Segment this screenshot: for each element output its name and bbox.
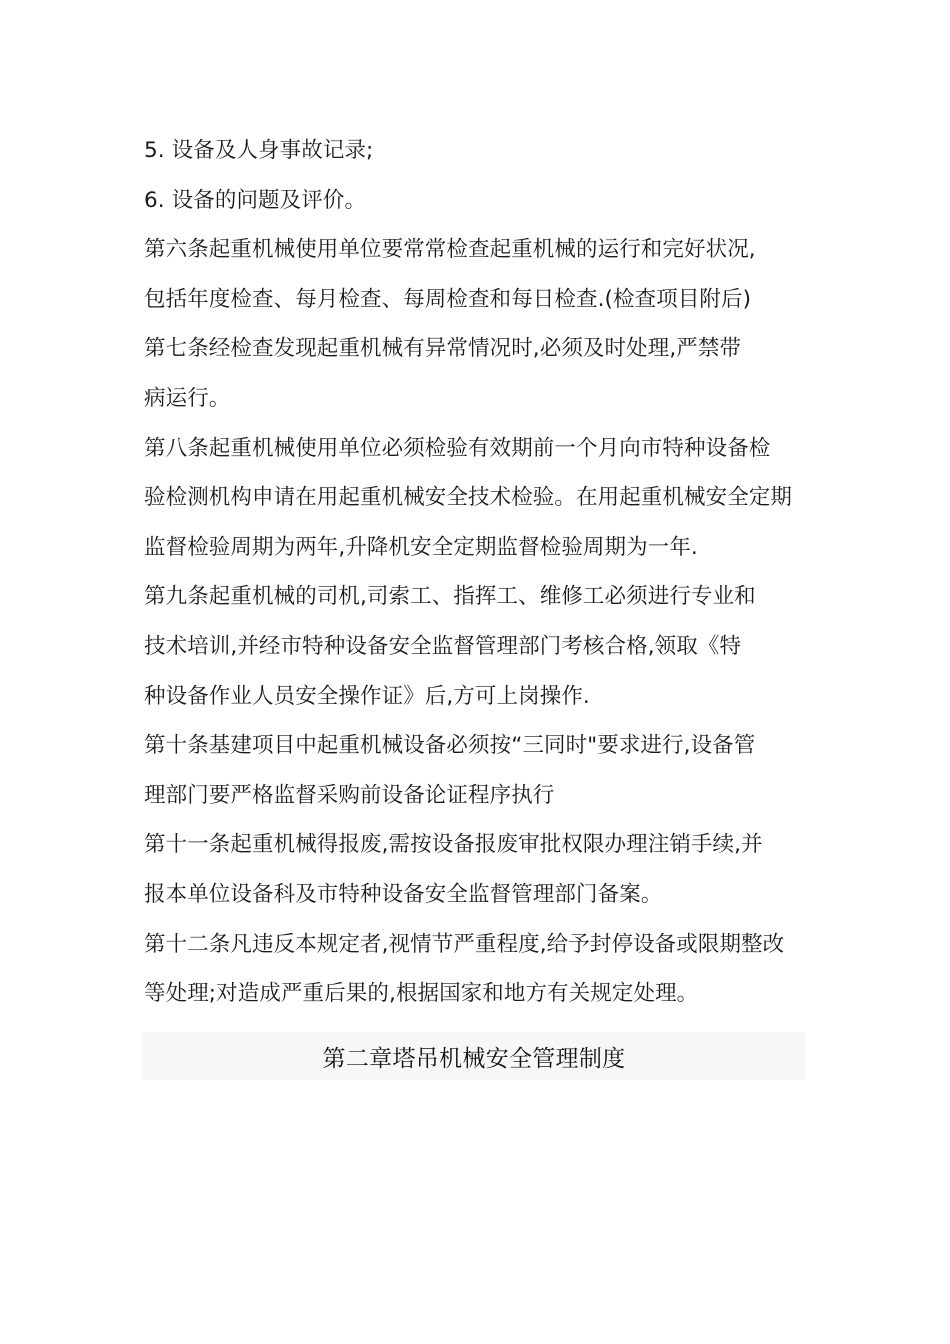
text-line: 包括年度检查、每月检查、每周检查和每日检查.(检查项目附后) [144,286,752,312]
chapter-heading: 第二章塔吊机械安全管理制度 [322,1045,626,1072]
text-line: 监督检验周期为两年,升降机安全定期监督检验周期为一年. [144,534,698,560]
text-line: 6. 设备的问题及评价。 [144,187,367,213]
chapter-heading-block [142,1032,806,1080]
text-line: 验检测机构申请在用起重机械安全技术检验。在用起重机械安全定期 [144,485,793,511]
text-line: 理部门要严格监督采购前设备论证程序执行 [144,782,555,808]
text-line: 第十一条起重机械得报废,需按设备报废审批权限办理注销手续,并 [144,832,763,858]
text-line: 第八条起重机械使用单位必须检验有效期前一个月向市特种设备检 [144,435,771,461]
text-line: 第九条起重机械的司机,司索工、指挥工、维修工必须进行专业和 [144,584,756,610]
text-line: 报本单位设备科及市特种设备安全监督管理部门备案。 [144,881,663,907]
body-text [144,126,809,1019]
text-line: 第六条起重机械使用单位要常常检查起重机械的运行和完好状况, [144,237,756,263]
text-line: 技术培训,并经市特种设备安全监督管理部门考核合格,领取《特 [144,633,742,659]
text-line: 第七条经检查发现起重机械有异常情况时,必须及时处理,严禁带 [144,336,742,362]
text-line: 第十二条凡违反本规定者,视情节严重程度,给予封停设备或限期整改 [144,931,785,957]
text-line: 种设备作业人员安全操作证》后,方可上岗操作. [144,683,590,709]
text-line: 等处理;对造成严重后果的,根据国家和地方有关规定处理。 [144,981,699,1007]
text-line: 第十条基建项目中起重机械设备必须按“三同时"要求进行,设备管 [144,733,756,759]
text-line: 5. 设备及人身事故记录; [144,138,374,163]
text-line: 病运行。 [144,385,231,411]
